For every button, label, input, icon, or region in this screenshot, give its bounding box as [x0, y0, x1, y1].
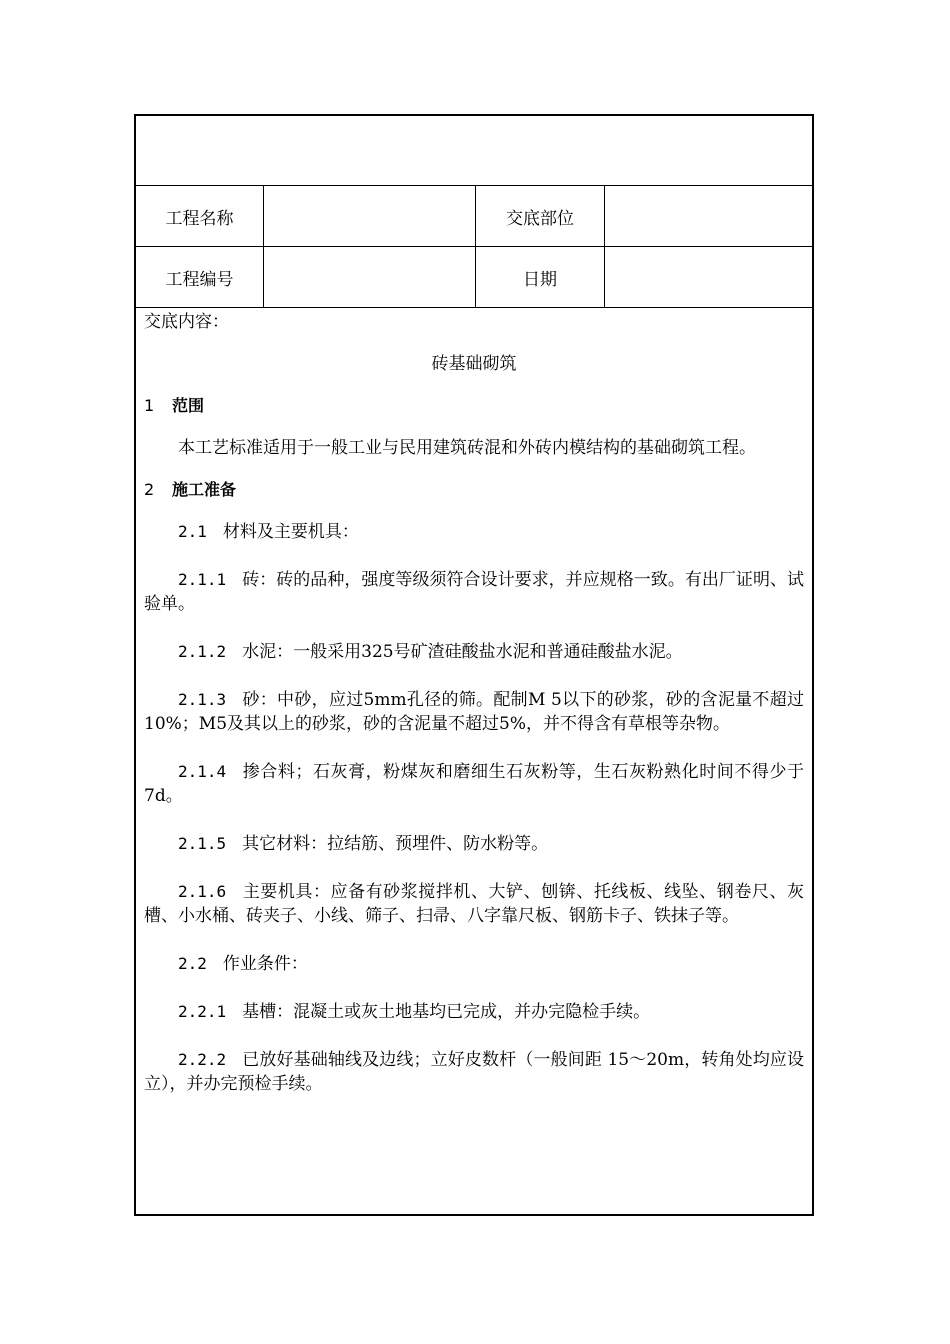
paragraph-text: 其它材料：拉结筋、预埋件、防水粉等。: [242, 834, 549, 854]
paragraph: [144, 640, 804, 664]
section-heading: [144, 478, 804, 502]
paragraph-text: 本工艺标准适用于一般工业与民用建筑砖混和外砖内模结构的基础砌筑工程。: [178, 438, 756, 458]
paragraph-number: 2.1.6: [178, 882, 227, 901]
paragraph-number: 2.1.4: [178, 762, 227, 781]
paragraph-text: 基槽：混凝土或灰土地基均已完成，并办完隐检手续。: [242, 1002, 651, 1022]
paragraph-number: 2.1.1: [178, 570, 227, 589]
paragraph-number: 2.1.3: [178, 690, 227, 709]
project-no-field[interactable]: [264, 247, 476, 307]
document-title: 砖基础砌筑: [431, 354, 517, 374]
paragraph-number: 2.1: [178, 522, 207, 541]
paragraph-text: 砖：砖的品种，强度等级须符合设计要求，并应规格一致。有出厂证明、试验单。: [144, 570, 804, 614]
paragraph: [144, 952, 804, 976]
date-label: 日期: [476, 247, 605, 307]
paragraph-text: 作业条件：: [222, 954, 308, 974]
paragraph-text: 材料及主要机具：: [222, 522, 359, 542]
form-title-row: [136, 116, 812, 186]
paragraph: [144, 1000, 804, 1024]
paragraph-number: 2.2.2: [178, 1050, 227, 1069]
paragraph-number: 2.1.2: [178, 642, 227, 661]
paragraph-number: 2.1.5: [178, 834, 227, 853]
paragraph-text: 水泥：一般采用325号矿渣硅酸盐水泥和普通硅酸盐水泥。: [242, 642, 683, 662]
section-number: 1: [144, 396, 155, 415]
location-field[interactable]: [605, 186, 814, 246]
paragraph-text: 主要机具：应备有砂浆搅拌机、大铲、刨锛、托线板、线坠、钢卷尺、灰槽、小水桶、砖夹子、小线、筛子、扫帚、八字靠尺板、钢筋卡子、铁抹子等。: [144, 882, 804, 926]
paragraph: [144, 520, 804, 544]
paragraph-text: 砂：中砂，应过5mm孔径的筛。配制M 5以下的砂浆，砂的含泥量不超过10%；M5及其以上的砂浆，砂的含泥量不超过5%，并不得含有草根等杂物。: [144, 690, 804, 734]
location-label: 交底部位: [476, 186, 605, 246]
paragraph: [144, 880, 804, 928]
paragraph: [144, 760, 804, 808]
date-field[interactable]: [605, 247, 814, 307]
paragraph: [144, 436, 804, 460]
section-title: 范围: [172, 396, 205, 415]
project-name-label: 工程名称: [136, 186, 264, 246]
paragraph-text: 掺合料；石灰膏，粉煤灰和磨细生石灰粉等，生石灰粉熟化时间不得少于7d。: [144, 762, 804, 806]
section-heading: [144, 394, 804, 418]
paragraph-number: 2.2.1: [178, 1002, 227, 1021]
paragraph: [144, 568, 804, 616]
section-title: 施工准备: [172, 480, 237, 499]
header-row-1: [136, 186, 812, 247]
project-name-field[interactable]: [264, 186, 476, 246]
paragraph-number: 2.2: [178, 954, 207, 973]
paragraph: [144, 832, 804, 856]
section-number: 2: [144, 480, 155, 499]
paragraph: [144, 688, 804, 736]
content-label: 交底内容：: [144, 312, 229, 332]
header-row-2: [136, 247, 812, 308]
paragraph-text: 已放好基础轴线及边线；立好皮数杆（一般间距 15～20m，转角处均应设立），并办完预检手续。: [144, 1050, 804, 1094]
disclosure-form: [134, 114, 814, 1216]
disclosure-content: [144, 310, 804, 1096]
project-no-label: 工程编号: [136, 247, 264, 307]
paragraph: [144, 1048, 804, 1096]
